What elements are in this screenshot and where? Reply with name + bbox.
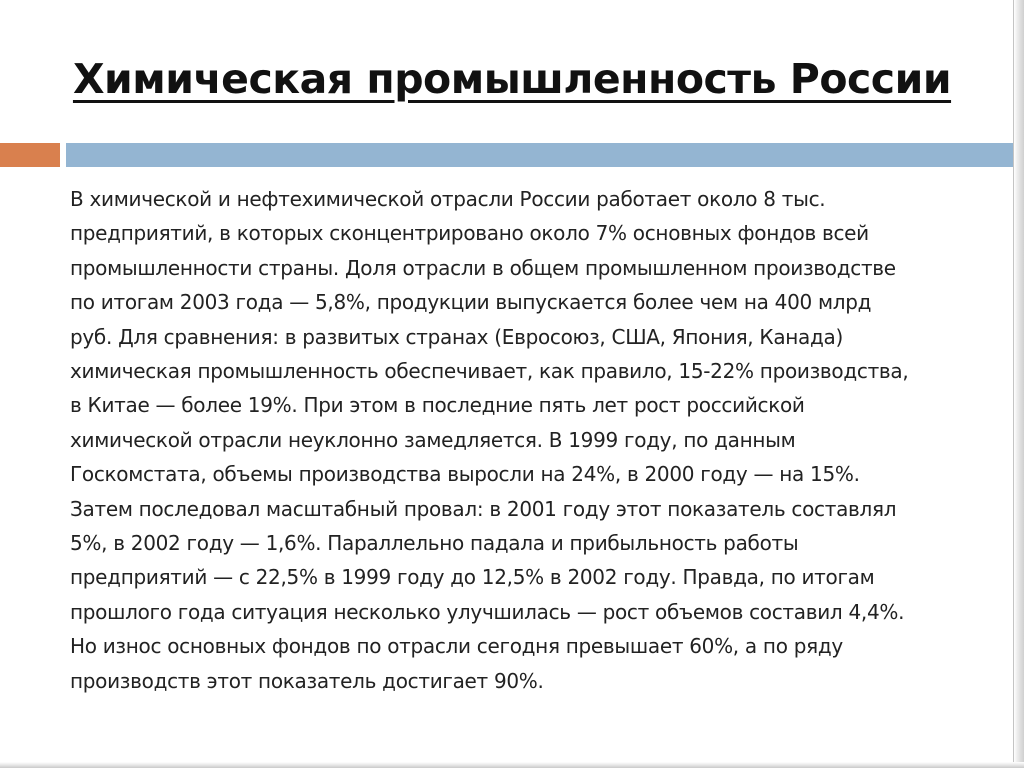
body-line: руб. Для сравнения: в развитых странах (Евросоюз, США, Япония, Канада) (70, 324, 843, 349)
body-line: производств этот показатель достигает 90%. (70, 668, 544, 693)
body-line: предприятий — с 22,5% в 1999 году до 12,5% в 2002 году. Правда, по итогам (70, 565, 875, 590)
accent-bar-blue (66, 143, 1024, 167)
body-line: Но износ основных фондов по отрасли сегодня превышает 60%, а по ряду (70, 634, 843, 659)
slide-frame-right-edge (1013, 0, 1024, 768)
body-line: прошлого года ситуация несколько улучшилась — рост объемов составил 4,4%. (70, 599, 905, 624)
body-line: 5%, в 2002 году — 1,6%. Параллельно падала и прибыльность работы (70, 531, 799, 556)
slide-frame-bottom-edge (0, 762, 1024, 768)
body-paragraph (70, 182, 955, 698)
slide-title: Химическая промышленность России (72, 55, 952, 103)
body-line: по итогам 2003 года — 5,8%, продукции выпускается более чем на 400 млрд (70, 290, 872, 315)
accent-bar-orange (0, 143, 60, 167)
body-line: В химической и нефтехимической отрасли России работает около 8 тыс. (70, 187, 826, 211)
body-line: Затем последовал масштабный провал: в 2001 году этот показатель составлял (70, 496, 897, 521)
body-line: предприятий, в которых сконцентрировано около 7% основных фондов всей (70, 221, 869, 246)
body-line: Госкомстата, объемы производства выросли на 24%, в 2000 году — на 15%. (70, 462, 860, 487)
body-line: в Китае — более 19%. При этом в последние пять лет рост российской (70, 393, 805, 418)
body-line: промышленности страны. Доля отрасли в общем промышленном производстве (70, 255, 896, 280)
body-line: химической отрасли неуклонно замедляется. В 1999 году, по данным (70, 427, 796, 452)
body-line: химическая промышленность обеспечивает, как правило, 15-22% производства, (70, 359, 909, 384)
